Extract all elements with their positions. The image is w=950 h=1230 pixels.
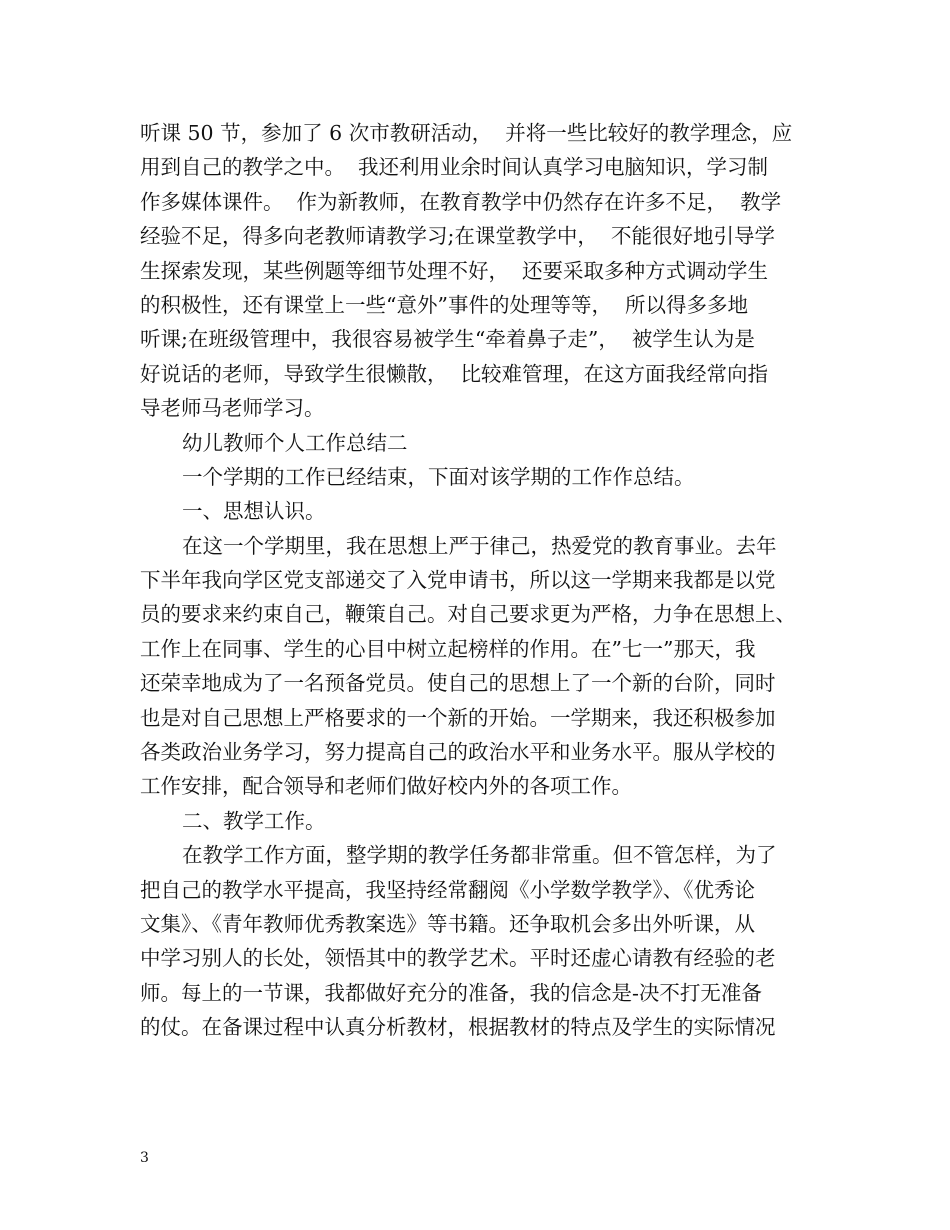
- text-line-8: 好说话的老师，导致学生很懒散， 比较难管理，在这方面我经常向指: [140, 361, 769, 386]
- text-line-25: 中学习别人的长处，领悟其中的教学艺术。平时还虚心请教有经验的老: [140, 946, 776, 971]
- document-body: [140, 116, 812, 1045]
- text-line-23: 把自己的教学水平提高，我坚持经常翻阅《小学数学教学》、《优秀论: [140, 877, 755, 902]
- text-line-18: 也是对自己思想上严格要求的一个新的开始。一学期来，我还积极参加: [140, 705, 776, 730]
- text-line-13: 在这一个学期里，我在思想上严于律己，热爱党的教育事业。去年: [182, 533, 777, 558]
- page-number: 3: [140, 1150, 149, 1166]
- text-line-2: 用到自己的教学之中。 我还利用业余时间认真学习电脑知识，学习制: [140, 155, 769, 180]
- text-line-16: 工作上在同事、学生的心目中树立起榜样的作用。在”七一”那天，我: [140, 636, 756, 661]
- text-line-22: 在教学工作方面，整学期的教学任务都非常重。但不管怎样，为了: [182, 843, 777, 868]
- text-line-4: 经验不足，得多向老教师请教学习;在课堂教学中， 不能很好地引导学: [140, 224, 775, 249]
- text-line-24: 文集》、《青年教师优秀教案选》等书籍。还争取机会多出外听课，从: [140, 911, 755, 936]
- text-line-17: 还荣幸地成为了一名预备党员。使自己的思想上了一个新的台阶，同时: [140, 671, 776, 696]
- text-line-1: 听课 50 节，参加了 6 次市教研活动， 并将一些比较好的教学理念，应: [140, 121, 793, 145]
- intro-paragraph: 一个学期的工作已经结束，下面对该学期的工作作总结。: [182, 464, 695, 489]
- text-line-27: 的仗。在备课过程中认真分析教材，根据教材的特点及学生的实际情况: [140, 1015, 776, 1040]
- text-line-15: 员的要求来约束自己，鞭策自己。对自己要求更为严格，力争在思想上、: [140, 602, 796, 627]
- text-line-19: 各类政治业务学习，努力提高自己的政治水平和业务水平。服从学校的: [140, 740, 776, 765]
- section-heading-2: 二、教学工作。: [182, 808, 326, 833]
- text-line-3: 作多媒体课件。 作为新教师，在教育教学中仍然存在许多不足， 教学: [140, 189, 782, 214]
- text-line-6: 的积极性，还有课堂上一些“意外”事件的处理等等， 所以得多多地: [140, 292, 748, 317]
- text-line-14: 下半年我向学区党支部递交了入党申请书，所以这一学期来我都是以党: [140, 568, 776, 593]
- text-line-26: 师。每上的一节课，我都做好充分的准备，我的信念是-决不打无准备: [140, 980, 762, 1005]
- section-title: 幼儿教师个人工作总结二: [182, 430, 408, 455]
- text-line-20: 工作安排，配合领导和老师们做好校内外的各项工作。: [140, 774, 632, 799]
- section-heading-1: 一、思想认识。: [182, 499, 326, 524]
- text-line-7: 听课;在班级管理中，我很容易被学生“牵着鼻子走”， 被学生认为是: [140, 327, 755, 352]
- text-line-5: 生探索发现，某些例题等细节处理不好， 还要采取多种方式调动学生: [140, 258, 769, 283]
- text-line-9: 导老师马老师学习。: [140, 396, 325, 421]
